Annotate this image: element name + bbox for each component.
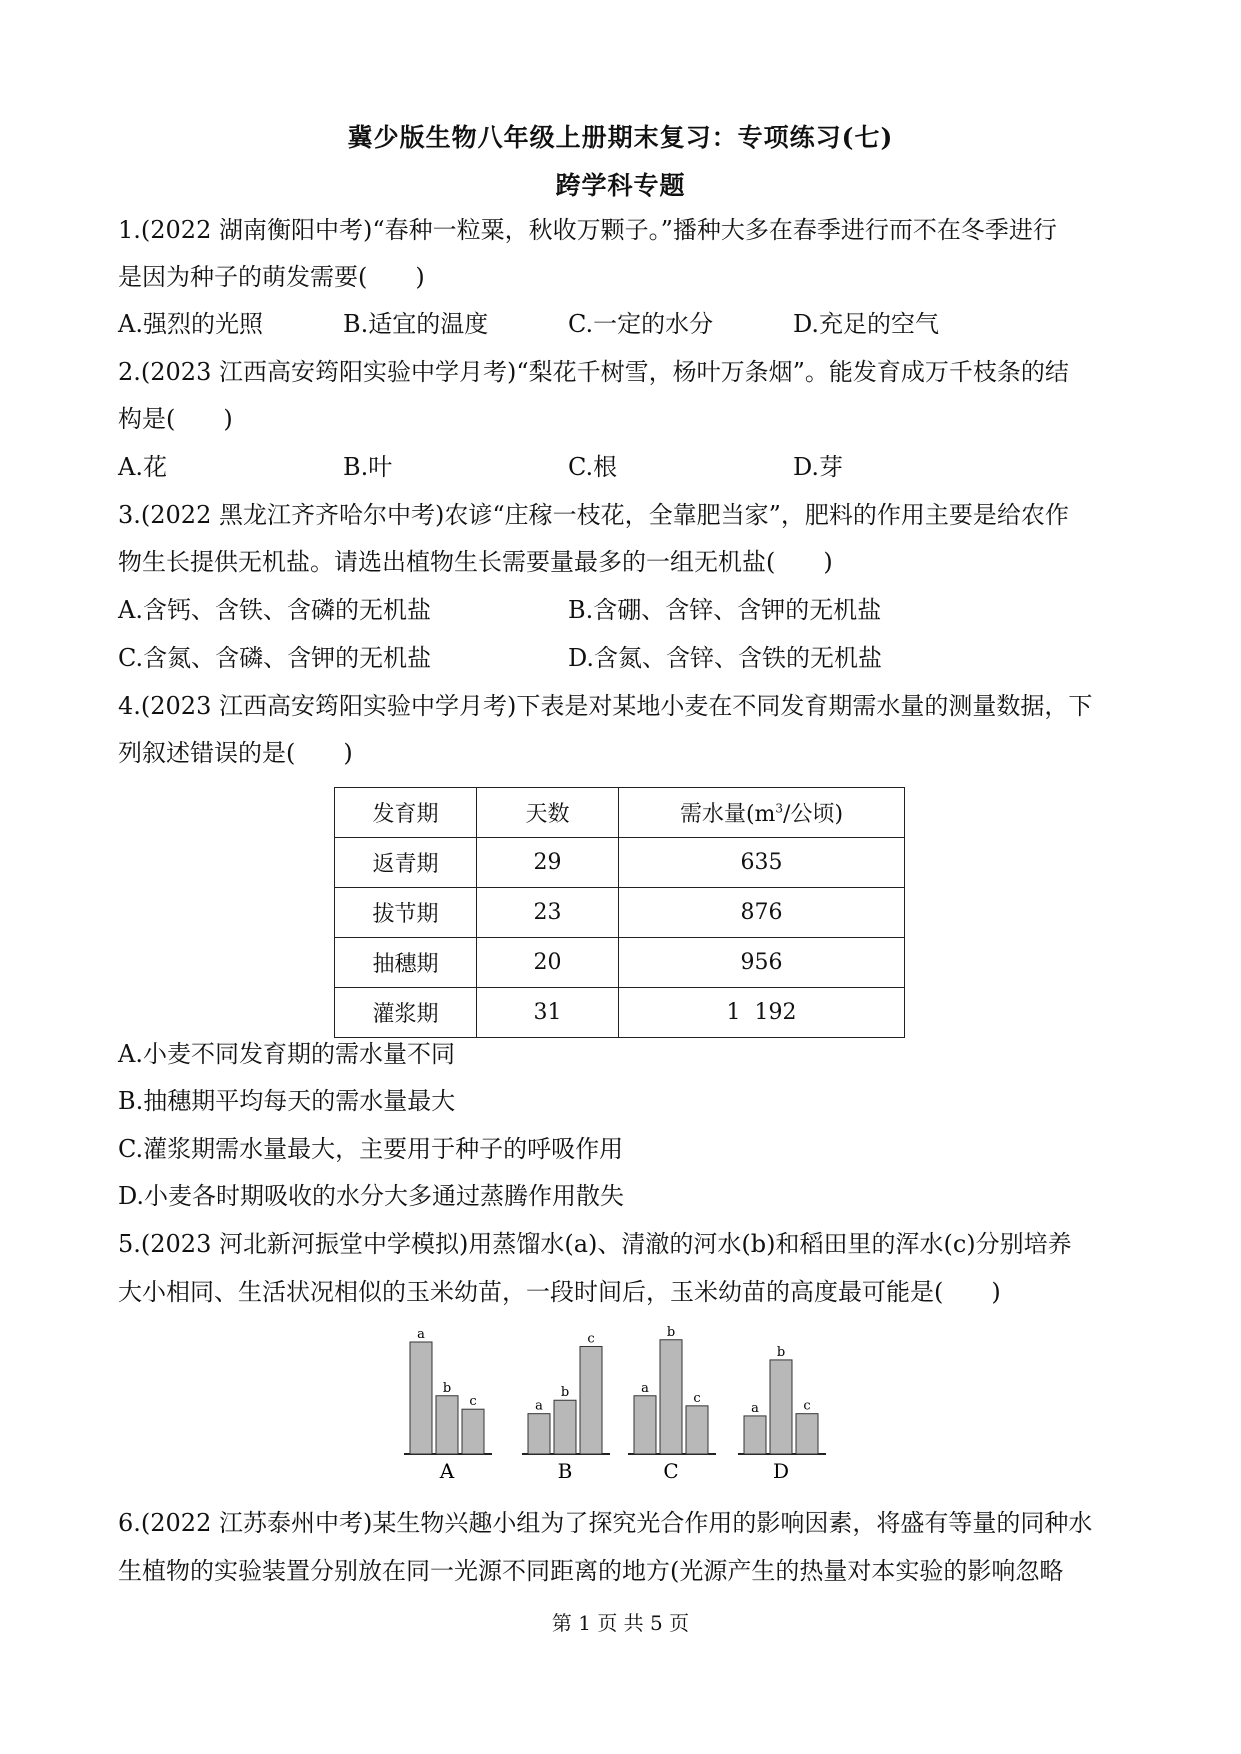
chart-bar-B-a <box>528 1414 550 1454</box>
table-row <box>335 938 905 988</box>
table-header-cell: 天数 <box>477 788 619 838</box>
chart-bar-D-a <box>744 1416 766 1454</box>
chart-bar-label: c <box>803 1398 811 1414</box>
chart-bar-label: c <box>469 1394 477 1410</box>
chart-bar-C-a <box>634 1396 656 1454</box>
chart-group-label: C <box>663 1459 679 1482</box>
chart-bar-label: c <box>693 1390 701 1406</box>
chart-bar-D-c <box>796 1414 818 1454</box>
chart-bar-label: b <box>776 1344 786 1360</box>
q1-option-c: C.一定的水分 <box>568 310 714 338</box>
table-header-cell: 需水量($m^3/$公顷) <box>619 788 905 838</box>
chart-bar-C-c <box>686 1406 708 1454</box>
q1-option-a: A.强烈的光照 <box>118 310 263 338</box>
table-cell: 拔节期 <box>335 888 477 938</box>
table-row <box>335 888 905 938</box>
chart-bar-label: a <box>751 1400 759 1416</box>
q3-option-d: D.含氮、含锌、含铁的无机盐 <box>568 644 883 672</box>
chart-bar-A-b <box>436 1396 458 1454</box>
chart-bar-label: b <box>666 1324 676 1340</box>
table-cell: 23 <box>477 888 619 938</box>
q1-option-b: B.适宜的温度 <box>343 310 489 338</box>
q4-stem-line1: 4.(2023 江西高安筠阳实验中学月考)下表是对某地小麦在不同发育期需水量的测量数据，下 <box>118 692 1093 720</box>
chart-bar-label: b <box>560 1385 570 1401</box>
table-row <box>335 988 905 1038</box>
q6-stem-line1: 6.(2022 江苏泰州中考)某生物兴趣小组为了探究光合作用的影响因素，将盛有等量的同种水 <box>118 1509 1093 1537</box>
chart-bar-label: a <box>417 1327 425 1342</box>
table-header-row <box>335 788 905 838</box>
q4-option-d: D.小麦各时期吸收的水分大多通过蒸腾作用散失 <box>118 1182 625 1210</box>
q4-stem-line2: 列叙述错误的是( ) <box>118 739 353 767</box>
q3-option-b: B.含硼、含锌、含钾的无机盐 <box>568 596 882 624</box>
chart-bar-B-b <box>554 1400 576 1454</box>
table-cell: 抽穗期 <box>335 938 477 988</box>
table-row <box>335 838 905 888</box>
chart-group-label: D <box>772 1459 790 1482</box>
chart-bar-label: b <box>442 1380 452 1396</box>
table-cell: 876 <box>619 888 905 938</box>
page-subtitle: 跨学科专题 <box>555 171 686 200</box>
chart-bar-C-b <box>660 1340 682 1454</box>
water-demand-table <box>334 787 905 1038</box>
page-title: 冀少版生物八年级上册期末复习：专项练习(七) <box>347 123 894 152</box>
q4-option-c: C.灌浆期需水量最大，主要用于种子的呼吸作用 <box>118 1135 624 1163</box>
table-cell: 29 <box>477 838 619 888</box>
chart-bar-A-c <box>462 1409 484 1454</box>
chart-group-label: A <box>439 1459 455 1482</box>
q2-option-b: B.叶 <box>343 453 393 481</box>
chart-bar-label: a <box>535 1398 543 1414</box>
chart-bar-label: c <box>587 1331 595 1347</box>
table-cell: 635 <box>619 838 905 888</box>
chart-bar-label: a <box>641 1380 649 1396</box>
table-cell: 20 <box>477 938 619 988</box>
q2-option-d: D.芽 <box>793 453 844 481</box>
q5-stem-line1: 5.(2023 河北新河振堂中学模拟)用蒸馏水(a)、清澈的河水(b)和稻田里的浑水(c)分别培养 <box>118 1230 1072 1258</box>
chart-group-label: B <box>557 1459 573 1482</box>
table-cell: 1 192 <box>619 988 905 1038</box>
q6-stem-line2: 生植物的实验装置分别放在同一光源不同距离的地方(光源产生的热量对本实验的影响忽略 <box>118 1557 1064 1585</box>
q2-option-c: C.根 <box>568 453 618 481</box>
q3-stem-line1: 3.(2022 黑龙江齐齐哈尔中考)农谚“庄稼一枝花，全靠肥当家”，肥料的作用主要是给农作 <box>118 501 1069 529</box>
table-cell: 返青期 <box>335 838 477 888</box>
q2-stem-line2: 构是( ) <box>118 405 233 433</box>
chart-bar-B-c <box>580 1346 602 1454</box>
q2-option-a: A.花 <box>118 453 167 481</box>
chart-bar-D-b <box>770 1360 792 1454</box>
q3-option-c: C.含氮、含磷、含钾的无机盐 <box>118 644 432 672</box>
q1-stem-line2: 是因为种子的萌发需要( ) <box>118 263 425 291</box>
table-cell: 灌浆期 <box>335 988 477 1038</box>
table-cell: 31 <box>477 988 619 1038</box>
seedling-height-bar-charts <box>400 1322 860 1482</box>
q1-option-d: D.充足的空气 <box>793 310 940 338</box>
table-header-cell: 发育期 <box>335 788 477 838</box>
q3-option-a: A.含钙、含铁、含磷的无机盐 <box>118 596 431 624</box>
q2-stem-line1: 2.(2023 江西高安筠阳实验中学月考)“梨花千树雪，杨叶万条烟”。能发育成万千枝条的结 <box>118 358 1069 386</box>
q5-stem-line2: 大小相同、生活状况相似的玉米幼苗，一段时间后，玉米幼苗的高度最可能是( ) <box>118 1278 1001 1306</box>
q4-option-a: A.小麦不同发育期的需水量不同 <box>118 1040 455 1068</box>
q3-stem-line2: 物生长提供无机盐。请选出植物生长需要量最多的一组无机盐( ) <box>118 548 833 576</box>
page-footer: 第 1 页 共 5 页 <box>551 1611 690 1635</box>
q1-stem-line1: 1.(2022 湖南衡阳中考)“春种一粒粟，秋收万颗子。”播种大多在春季进行而不在冬季进行 <box>118 216 1057 244</box>
table-cell: 956 <box>619 938 905 988</box>
q4-option-b: B.抽穗期平均每天的需水量最大 <box>118 1087 456 1115</box>
chart-bar-A-a <box>410 1342 432 1454</box>
